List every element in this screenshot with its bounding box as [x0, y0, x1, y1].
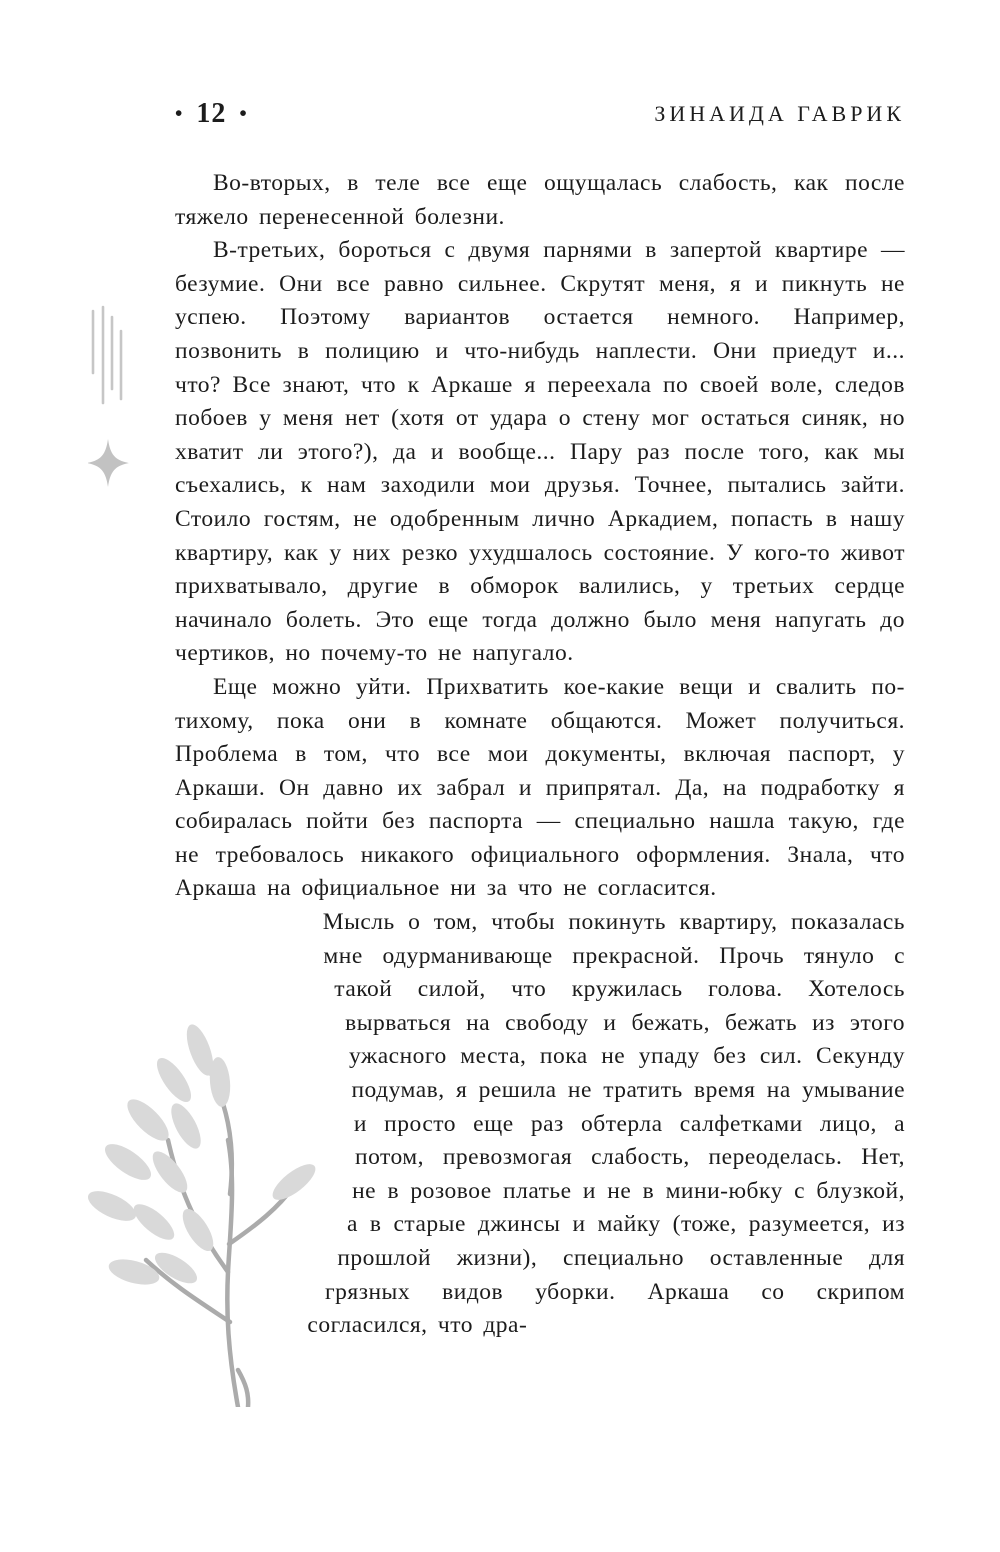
folio-number: 12 [196, 98, 227, 129]
running-head-author: ЗИНАИДА ГАВРИК [654, 100, 905, 126]
margin-marks-decoration [88, 305, 136, 500]
folio-bullet-right: • [239, 100, 248, 125]
paragraph-3: Еще можно уйти. Прихватить кое-какие вещи и свалить по-тихому, пока они в комнате общаются. Может получиться. Проблема в том, что все мои документы, включая паспорт, у Аркаши. Он давно их забрал и припрятал. Да, на подработку я собиралась пойти без паспорта — специально нашла такую, где не требовалось никакого официального оформления. Знала, что Аркаша на официальное ни за что не согласится. [175, 673, 905, 902]
body-text [175, 167, 905, 1346]
paragraph-4: Мысль о том, чтобы покинуть квартиру, показалась мне одурманивающе прекрасной. Прочь тянуло с такой силой, что кружилась голова. Хотелось вырваться на свободу и бежать, бежать из этого ужасного места, пока не упаду без сил. Секунду подумав, я решила не тратить время на умывание и просто еще раз обтерла салфетками лицо, а потом, превозмогая слабость, переоделась. Нет, не в розовое платье и не в мини-юбку с блузкой, а в старые джинсы и майку (тоже, разумеется, из прошлой жизни), специально оставленные для грязных видов уборки. Аркаша со скрипом согласился, что дра- [307, 909, 905, 1339]
page-header [175, 98, 905, 130]
folio-bullet-left: • [175, 100, 184, 125]
page-number [175, 98, 248, 130]
vertical-streak-lines [93, 307, 121, 403]
paragraph-1: Во-вторых, в теле все еще ощущалась слабость, как после тяжело перенесенной болезни. [175, 170, 905, 230]
paragraph-2: В-третьих, бороться с двумя парнями в запертой квартире — безумие. Они все равно сильнее. Скрутят меня, я и пикнуть не успею. Поэтому вариантов остается немного. Например, позвонить в полицию и что-нибудь наплести. Они приедут и... что? Все знают, что к Аркаше я переехала по своей воле, следов побоев у меня нет (хотя от удара о стену мог остаться синяк, но хватит ли этого?), да и вообще... Пару раз после того, как мы съехались, к нам заходили мои друзья. Точнее, пытались зайти. Стоило гостям, не одобренным лично Аркадием, попасть в нашу квартиру, как у них резко ухудшалось состояние. У кого-то живот прихватывало, другие в обморок валились, у третьих сердце начинало болеть. Это еще тогда должно было меня напугать до чертиков, но почему-то не напугало. [175, 237, 905, 667]
star-icon [88, 439, 129, 487]
